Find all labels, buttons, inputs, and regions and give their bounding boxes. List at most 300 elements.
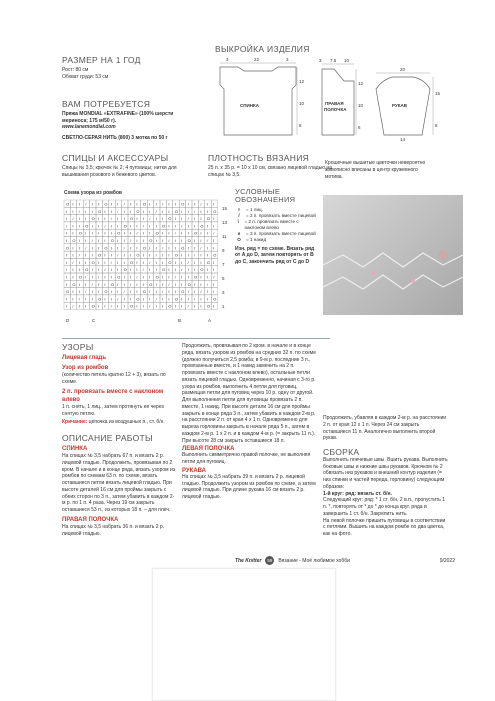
chart-cell — [173, 222, 179, 229]
chart-cell — [128, 273, 134, 280]
chart-stitch: O — [200, 267, 204, 273]
chart-cell — [134, 266, 140, 273]
chart-cell — [64, 295, 70, 302]
chart-stitch: / — [149, 216, 151, 222]
chart-stitch: I — [194, 238, 196, 243]
chart-stitch: I — [98, 223, 100, 229]
chart-stitch: I — [98, 303, 100, 309]
pattern-crochet: Кричание: — [62, 419, 88, 426]
chart-stitch: O — [72, 281, 76, 287]
chart-stitch: I — [162, 274, 164, 280]
chart-cell — [186, 229, 192, 236]
chart-stitch: I — [142, 259, 144, 265]
size-line-chest: Обхват груди: 53 см — [62, 73, 109, 80]
chart-stitch: I — [187, 223, 189, 229]
front-top-3: 10 — [344, 58, 350, 63]
chart-stitch: I — [149, 296, 151, 302]
chart-stitch: I — [200, 230, 202, 236]
chart-stitch: I — [78, 289, 80, 295]
chart-stitch: I — [136, 289, 138, 295]
chart-cell — [192, 222, 198, 229]
chart-cell — [192, 207, 198, 214]
chart-cell — [160, 207, 166, 214]
chart-cell — [96, 273, 102, 280]
chart-stitch: I — [110, 289, 112, 295]
chart-cell — [128, 295, 134, 302]
chart-cell — [166, 251, 172, 258]
chart-cell — [192, 280, 198, 287]
chart-cell — [128, 280, 134, 287]
chart-cell — [83, 288, 89, 295]
chart-cell — [160, 302, 166, 309]
chart-stitch: I — [149, 208, 151, 214]
chart-stitch: / — [130, 238, 132, 243]
chart-stitch: I — [181, 259, 183, 265]
chart-stitch: I — [149, 245, 151, 251]
chart-cell — [186, 244, 192, 251]
row-num-13: 13 — [222, 220, 228, 225]
chart-cell — [186, 273, 192, 280]
chart-cell — [64, 215, 70, 222]
chart-stitch: O — [117, 274, 121, 280]
chart-cell — [109, 258, 115, 265]
chart-cell — [90, 251, 96, 258]
chart-stitch: O — [130, 303, 134, 309]
chart-stitch: I — [72, 223, 74, 229]
chart-stitch: O — [117, 230, 121, 236]
chart-cell — [147, 288, 153, 295]
chart-cell — [77, 237, 83, 244]
chart-stitch: I — [110, 245, 112, 251]
chart-cell — [77, 258, 83, 265]
chart-stitch: I — [123, 238, 125, 243]
chart-stitch: / — [110, 259, 112, 265]
chart-stitch: O — [66, 289, 70, 295]
chart-cell — [122, 280, 128, 287]
chart-stitch: / — [104, 267, 106, 273]
chart-stitch: / — [91, 281, 93, 287]
chart-cell — [198, 237, 204, 244]
chart-cell — [205, 295, 211, 302]
chart-stitch: I — [136, 238, 138, 243]
chart-cell — [77, 244, 83, 251]
back-side-3: 6 — [299, 123, 302, 128]
sleeve-piece — [376, 67, 441, 142]
chart-stitch: / — [142, 267, 144, 273]
chart-cell — [141, 237, 147, 244]
chart-cell — [173, 280, 179, 287]
chart-stitch: I — [168, 208, 170, 214]
col-letter-d: D — [66, 318, 70, 323]
pattern-title: ВЫКРОЙКА ИЗДЕЛИЯ — [215, 44, 310, 54]
chart-cell — [186, 302, 192, 309]
chart-stitch: I — [66, 238, 68, 243]
chart-cell — [205, 237, 211, 244]
chart-stitch: O — [213, 208, 217, 214]
chart-stitch: I — [72, 230, 74, 236]
chart-cell — [147, 207, 153, 214]
back-top-right: 3 — [286, 57, 289, 62]
assembly-row1: 1-й круг: ряд: вязать ст. б/н. — [323, 490, 392, 497]
chart-stitch: I — [98, 245, 100, 251]
chart-stitch: / — [194, 296, 196, 302]
chart-stitch: I — [142, 230, 144, 236]
chart-stitch: I — [187, 252, 189, 258]
chart-cell — [70, 288, 76, 295]
separator-2 — [180, 338, 330, 339]
chart-stitch: I — [136, 245, 138, 251]
chart-stitch: O — [85, 267, 89, 273]
sleeve-label: РУКАВ — [392, 103, 407, 108]
chart-cell — [166, 266, 172, 273]
chart-stitch: / — [174, 274, 176, 280]
row-num-3: 3 — [222, 290, 225, 295]
chart-stitch: O — [162, 223, 166, 229]
chart-stitch: O — [104, 245, 108, 251]
chart-stitch: I — [155, 267, 157, 273]
chart-cell — [160, 258, 166, 265]
chart-stitch: O — [155, 230, 159, 236]
chart-cell — [160, 229, 166, 236]
pattern-title-wrap — [215, 45, 435, 54]
chart-stitch: I — [200, 216, 202, 222]
front-title: ПРАВАЯ ПОЛОЧКА — [62, 516, 119, 523]
chart-stitch: I — [110, 274, 112, 280]
chart-stitch: O — [91, 216, 95, 222]
chart-cell — [173, 302, 179, 309]
chart-stitch: / — [187, 259, 189, 265]
chart-cell — [128, 229, 134, 236]
chart-cell — [115, 280, 121, 287]
chart-cell — [64, 237, 70, 244]
chart-stitch: O — [174, 296, 178, 302]
chart-stitch: I — [149, 230, 151, 236]
chart-stitch: I — [91, 274, 93, 280]
chart-stitch: I — [187, 267, 189, 273]
chart-stitch: I — [91, 223, 93, 229]
chart-stitch: I — [168, 252, 170, 258]
chart-cell — [198, 288, 204, 295]
chart-stitch: / — [187, 303, 189, 309]
chart-cell — [205, 280, 211, 287]
legend-item-ssk: \ = 2 п. провязать вместе с наклоном влево — [237, 218, 299, 230]
chart-stitch: / — [130, 281, 132, 287]
chart-cell — [83, 200, 89, 207]
chart-stitch: / — [123, 245, 125, 251]
chart-stitch: / — [91, 238, 93, 243]
chart-cell — [154, 302, 160, 309]
chart-stitch: I — [104, 259, 106, 265]
chart-stitch: / — [66, 267, 68, 273]
chart-cell — [134, 237, 140, 244]
chart-stitch: I — [142, 274, 144, 280]
legend — [235, 188, 317, 266]
chart-cell — [128, 288, 134, 295]
back-side-1: 12 — [299, 79, 305, 84]
chart-stitch: I — [85, 303, 87, 309]
back-top-left: 3 — [226, 57, 229, 62]
materials-yarn-spec: мериноса; 175 м/50 г). — [62, 117, 117, 124]
chart-stitch: O — [194, 230, 198, 236]
photo-caption: Крошечные вышитые цветочки невероятно живописно вписаны в центр кружевного мотива. — [325, 160, 426, 180]
chart-cell — [70, 200, 76, 207]
assembly-text: Выполнить плечевые швы. Вшить рукава. Выполнить боковые швы и нижние швы рукавов. Крючком № 2 обвязать низ рукавов и внешний контур изделия (= низ спинки и частей переда, горловину) следующим образом: — [323, 456, 448, 490]
chart-stitch: I — [104, 281, 106, 287]
chart-stitch: I — [85, 230, 87, 236]
chart-stitch: I — [130, 296, 132, 302]
column-3 — [323, 415, 448, 538]
chart-cell — [70, 229, 76, 236]
chart-stitch: I — [91, 245, 93, 251]
chart-stitch: I — [117, 245, 119, 251]
chart-cell — [122, 229, 128, 236]
chart-stitch: O — [174, 208, 178, 214]
chart-cell — [160, 273, 166, 280]
chart-cell — [122, 244, 128, 251]
chart-cell — [179, 258, 185, 265]
chart-stitch: / — [85, 201, 87, 207]
chart-stitch: I — [174, 267, 176, 273]
legend-item-k2tog: / = 2 п. провязать вместе лицевой — [238, 212, 316, 218]
chart-stitch: I — [162, 208, 164, 214]
chart-cell — [211, 280, 217, 287]
chart-stitch: O — [98, 208, 102, 214]
chart-cell — [77, 302, 83, 309]
chart-cell — [186, 222, 192, 229]
chart-cell — [154, 207, 160, 214]
sleeve-side-2: 6 — [435, 123, 438, 128]
chart-stitch: I — [123, 230, 125, 236]
chart-cell — [192, 302, 198, 309]
chart-cell — [205, 288, 211, 295]
chart-cell — [102, 222, 108, 229]
chart-stitch: I — [200, 296, 202, 302]
chart-cell — [211, 200, 217, 207]
chart-cell — [90, 295, 96, 302]
pattern-diamonds: Узор из ромбов — [62, 365, 109, 372]
chart-cell — [83, 251, 89, 258]
chart-cell — [90, 207, 96, 214]
chart-cell — [205, 229, 211, 236]
chart-cell — [186, 266, 192, 273]
chart-stitch: I — [78, 201, 80, 207]
chart-stitch: O — [213, 296, 217, 302]
chart-stitch: I — [130, 201, 132, 207]
chart-stitch: I — [123, 216, 125, 222]
chart-cell — [173, 258, 179, 265]
chart-stitch: I — [194, 216, 196, 222]
back-top-mid: 22 — [254, 57, 260, 62]
chart-stitch: O — [136, 252, 140, 258]
chart-cell — [64, 258, 70, 265]
chart-cell — [102, 215, 108, 222]
chart-stitch: I — [66, 281, 68, 287]
chart-stitch: I — [110, 252, 112, 258]
chart-cell — [166, 280, 172, 287]
chart-cell — [77, 215, 83, 222]
chart-cell — [83, 207, 89, 214]
chart-stitch: / — [155, 208, 157, 214]
chart-cell — [122, 302, 128, 309]
chart-stitch: I — [110, 296, 112, 302]
chart-stitch: I — [117, 238, 119, 243]
left-front-text: Выполнить симметрично правой полочке, не выполняя петли для пуговиц. — [182, 452, 311, 465]
chart-stitch: / — [200, 201, 202, 207]
chart-cell — [115, 258, 121, 265]
chart-stitch: I — [213, 245, 215, 251]
chart-stitch: / — [181, 267, 183, 273]
chart-stitch: I — [110, 267, 112, 273]
chart-stitch: I — [78, 267, 80, 273]
chart-stitch: / — [168, 281, 170, 287]
chart-cell — [122, 288, 128, 295]
chart-stitch: I — [85, 208, 87, 214]
chart-stitch: / — [174, 230, 176, 236]
chart-cell — [64, 302, 70, 309]
chart-cell — [122, 295, 128, 302]
chart-cell — [134, 302, 140, 309]
chart-stitch: I — [155, 238, 157, 243]
chart-cell — [96, 288, 102, 295]
chart-cell — [70, 273, 76, 280]
chart-cell — [115, 207, 121, 214]
chart-cell — [192, 237, 198, 244]
chart-stitch: I — [162, 296, 164, 302]
chart-cell — [134, 273, 140, 280]
chart-cell — [70, 302, 76, 309]
chart-cell — [179, 280, 185, 287]
chart-stitch: / — [117, 296, 119, 302]
chart-stitch: O — [181, 245, 185, 251]
chart-cell — [160, 244, 166, 251]
chart-stitch: I — [168, 201, 170, 207]
chart-cell — [70, 207, 76, 214]
sleeve-top: 20 — [400, 67, 406, 72]
chart-cell — [64, 280, 70, 287]
chart-stitch: O — [66, 245, 70, 251]
chart-stitch: I — [85, 238, 87, 243]
front-top-1: 3 — [319, 58, 322, 63]
chart-cell — [128, 222, 134, 229]
chart-cell — [77, 207, 83, 214]
chart-stitch: I — [174, 238, 176, 243]
chart-stitch: O — [123, 267, 127, 273]
back-title: СПИНКА — [62, 445, 88, 452]
chart-stitch: I — [130, 223, 132, 229]
chart-stitch: I — [206, 223, 208, 229]
chart-stitch: I — [123, 281, 125, 287]
chart-stitch: I — [174, 281, 176, 287]
chart-cell — [186, 295, 192, 302]
page-number-badge: 59 — [267, 558, 273, 563]
row-num-5: 5 — [222, 276, 225, 281]
footer-brand: The Knitter — [235, 557, 262, 564]
chart-cell — [70, 244, 76, 251]
col-letter-a: A — [208, 318, 212, 323]
chart-cell — [64, 251, 70, 258]
chart-cell — [198, 200, 204, 207]
chart-stitch: I — [155, 245, 157, 251]
chart-stitch: O — [187, 281, 191, 287]
chart-cell — [141, 222, 147, 229]
chart-stitch: I — [123, 296, 125, 302]
chart-cell — [96, 266, 102, 273]
chart-stitch: I — [117, 289, 119, 295]
chart-stitch: I — [130, 230, 132, 236]
chart-stitch: / — [117, 208, 119, 214]
chart-stitch: I — [162, 259, 164, 265]
chart-stitch: I — [78, 245, 80, 251]
chart-stitch: O — [110, 281, 114, 287]
chart-cell — [198, 215, 204, 222]
chart-stitch: I — [213, 303, 215, 309]
chart-stitch: I — [66, 230, 68, 236]
chart-cell — [205, 200, 211, 207]
chart-cell — [134, 222, 140, 229]
chart-cell — [211, 222, 217, 229]
chart-stitch: I — [213, 267, 215, 273]
chart-stitch: I — [66, 252, 68, 258]
chart-cell — [147, 266, 153, 273]
chart-cell — [109, 288, 115, 295]
tools-title: СПИЦЫ И АКСЕССУАРЫ — [62, 153, 169, 163]
chart-stitch: I — [213, 223, 215, 229]
chart-stitch: I — [187, 230, 189, 236]
chart-cell — [147, 200, 153, 207]
chart-cell — [198, 229, 204, 236]
chart-stitch: I — [206, 252, 208, 258]
chart-cell — [64, 222, 70, 229]
chart-cell — [96, 244, 102, 251]
scheme-caption: Схема узора из ромбов — [64, 190, 122, 196]
chart-stitch: I — [162, 252, 164, 258]
chart-stitch: I — [155, 216, 157, 222]
chart-cell — [134, 215, 140, 222]
chart-stitch: I — [104, 238, 106, 243]
chart-stitch: O — [142, 201, 146, 207]
chart-cell — [192, 200, 198, 207]
chart-stitch: O — [187, 238, 191, 243]
chart-cell — [128, 251, 134, 258]
chart-cell — [96, 302, 102, 309]
chart-cell — [179, 273, 185, 280]
chart-cell — [205, 266, 211, 273]
chart-stitch: I — [117, 201, 119, 207]
chart-cell — [102, 302, 108, 309]
chart-cell — [115, 237, 121, 244]
chart-stitch: I — [168, 289, 170, 295]
chart-stitch: I — [72, 296, 74, 302]
chart-cell — [211, 302, 217, 309]
chart-stitch: I — [181, 274, 183, 280]
chart-stitch: I — [117, 223, 119, 229]
back-side-2: 10 — [299, 101, 305, 106]
chart-stitch: / — [162, 289, 164, 295]
chart-cell — [70, 266, 76, 273]
pattern-ssk-text: 1 п. снять, 1 лиц., затем протянуть ее через снятую петлю. — [62, 403, 164, 417]
chart-stitch: I — [155, 289, 157, 295]
tools-block — [62, 154, 198, 178]
chart-cell — [102, 237, 108, 244]
materials-block — [62, 100, 202, 142]
chart-cell — [128, 266, 134, 273]
chart-cell — [179, 207, 185, 214]
chart-cell — [128, 207, 134, 214]
chart-cell — [205, 222, 211, 229]
chart-stitch: O — [206, 303, 210, 309]
chart-cell — [198, 273, 204, 280]
chart-stitch: O — [168, 216, 172, 222]
